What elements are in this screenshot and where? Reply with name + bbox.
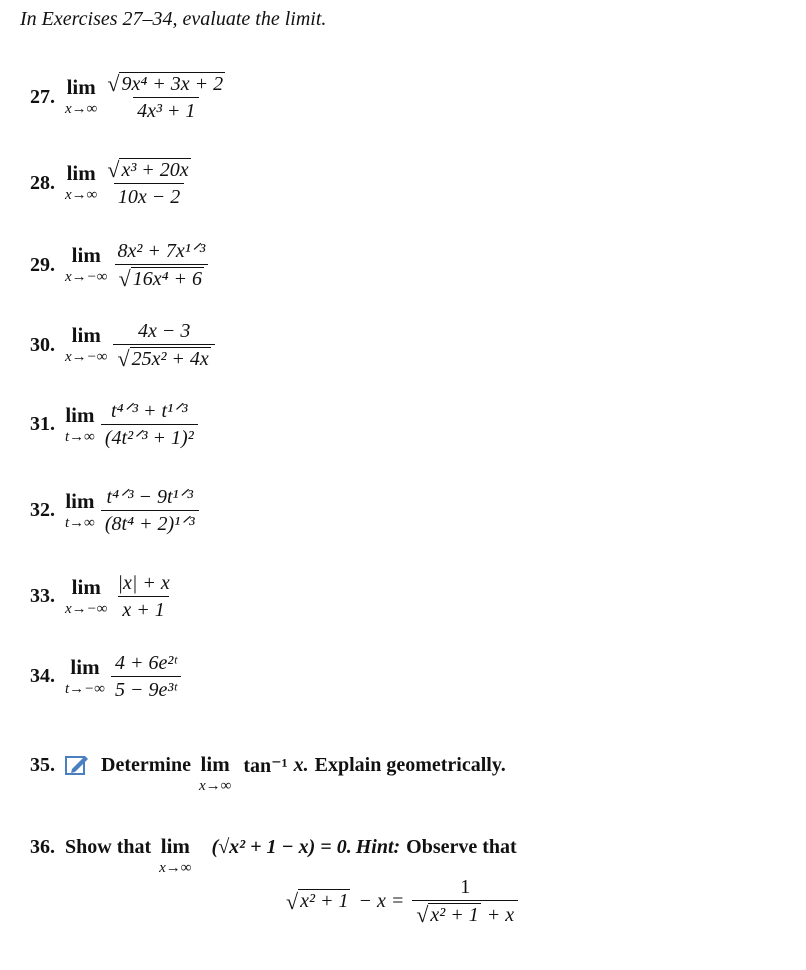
- fraction: [412, 876, 518, 926]
- exercise-number: 35.: [30, 753, 55, 776]
- lim-label: lim: [66, 161, 96, 185]
- lim-label: lim: [160, 834, 190, 858]
- lim-subscript: x→∞: [65, 101, 98, 117]
- exercise-text: Show that: [65, 835, 152, 858]
- exercise-27: [30, 72, 229, 122]
- exercise-text: Explain geometrically.: [314, 753, 506, 776]
- limit-operator: [65, 488, 95, 531]
- lim-subscript: t→∞: [65, 514, 95, 531]
- lim-subscript: x→−∞: [65, 269, 108, 285]
- limit-operator: [65, 574, 108, 617]
- fraction: [101, 400, 198, 449]
- exercise-number: 30.: [30, 333, 55, 356]
- exercise-28: [30, 158, 195, 208]
- lim-label: lim: [200, 752, 230, 776]
- exercises-heading: In Exercises 27–34, evaluate the limit.: [20, 8, 327, 30]
- variable: x.: [293, 753, 309, 776]
- exercise-number: 29.: [30, 253, 55, 276]
- denominator: (8t⁴ + 2)¹ᐟ³: [101, 510, 199, 535]
- limit-operator: [65, 163, 97, 203]
- radicand: x² + 1: [430, 904, 479, 926]
- lhs-radical: √ x² + 1: [286, 889, 349, 914]
- lim-subscript: x→−∞: [65, 600, 108, 617]
- denominator: √ 25x² + 4x: [113, 344, 214, 370]
- numerator: |x| + x: [117, 572, 170, 594]
- lim-subscript: t→∞: [65, 428, 95, 445]
- exercise-36: [30, 818, 517, 876]
- numerator: √ x³ + 20x: [107, 157, 189, 182]
- denominator: (4t²ᐟ³ + 1)²: [101, 424, 198, 449]
- limit-operator: [65, 245, 107, 285]
- limit-operator: [199, 754, 231, 794]
- radicand: 9x⁴ + 3x + 2: [121, 73, 224, 95]
- exercise-34: [30, 652, 181, 701]
- exercise-number: 33.: [30, 585, 55, 607]
- exercise-30: [30, 320, 215, 370]
- numerator: t⁴ᐟ³ − 9t¹ᐟ³: [106, 486, 194, 508]
- numerator: 4x − 3: [137, 320, 191, 342]
- radicand: x³ + 20x: [121, 159, 189, 181]
- arctan-function: tan⁻¹: [243, 754, 288, 777]
- hint-identity: [286, 876, 518, 926]
- exercise-number: 31.: [30, 413, 55, 435]
- radicand: x² + 1: [300, 890, 349, 912]
- exercise-35: [30, 736, 506, 794]
- denominator-radical: √ x² + 1: [416, 902, 479, 927]
- limit-operator: [65, 402, 95, 445]
- denominator: 4x³ + 1: [133, 97, 199, 122]
- limit-operator: [65, 325, 107, 365]
- exercise-number: 36.: [30, 835, 55, 858]
- fraction: [113, 240, 209, 290]
- exercise-number: 28.: [30, 171, 55, 194]
- numerator: √ 9x⁴ + 3x + 2: [107, 71, 224, 96]
- lhs-tail: − x =: [358, 889, 405, 912]
- radicand: 16x⁴ + 6: [132, 268, 203, 290]
- fraction: [113, 572, 173, 621]
- denominator: √ 16x⁴ + 6: [115, 264, 208, 290]
- limit-operator: [65, 77, 97, 117]
- exercise-number: 32.: [30, 499, 55, 521]
- denominator: x + 1: [118, 596, 168, 621]
- hint-text: Observe that: [406, 835, 517, 858]
- denominator-tail: + x: [486, 904, 515, 926]
- numerator: 8x² + 7x¹ᐟ³: [117, 240, 206, 262]
- lim-label: lim: [71, 243, 101, 267]
- lim-subscript: x→∞: [65, 187, 98, 203]
- limit-expression: (√x² + 1 − x) = 0.: [211, 835, 352, 858]
- exercise-31: [30, 400, 198, 449]
- lim-subscript: t→−∞: [65, 680, 105, 697]
- lim-label: lim: [65, 402, 95, 427]
- lim-subscript: x→∞: [159, 860, 192, 876]
- denominator: 5 − 9e³ᵗ: [111, 676, 181, 701]
- fraction: [103, 158, 194, 208]
- exercise-text: Determine: [101, 753, 191, 776]
- lim-label: lim: [65, 488, 95, 513]
- lim-subscript: x→−∞: [65, 349, 108, 365]
- exercise-29: [30, 240, 209, 290]
- lim-label: lim: [66, 75, 96, 99]
- lim-label: lim: [71, 323, 101, 347]
- exercise-number: 27.: [30, 85, 55, 108]
- fraction: [111, 652, 181, 701]
- denominator: 10x − 2: [114, 183, 184, 208]
- limit-operator: [159, 836, 191, 876]
- fraction: [103, 72, 229, 122]
- lim-label: lim: [71, 574, 101, 599]
- hint-label: Hint:: [355, 835, 401, 858]
- fraction: [113, 320, 214, 370]
- radicand: 25x² + 4x: [131, 348, 209, 370]
- lim-subscript: x→∞: [198, 778, 232, 794]
- exercise-32: [30, 486, 199, 535]
- numerator: t⁴ᐟ³ + t¹ᐟ³: [111, 400, 188, 422]
- numerator: 4 + 6e²ᵗ: [114, 652, 177, 674]
- lim-label: lim: [70, 654, 100, 679]
- numerator: 1: [460, 876, 471, 898]
- exercise-33: [30, 572, 174, 621]
- exercise-number: 34.: [30, 665, 55, 687]
- pencil-icon: [65, 754, 89, 776]
- fraction: [101, 486, 199, 535]
- limit-operator: [65, 654, 105, 697]
- denominator: [412, 900, 518, 926]
